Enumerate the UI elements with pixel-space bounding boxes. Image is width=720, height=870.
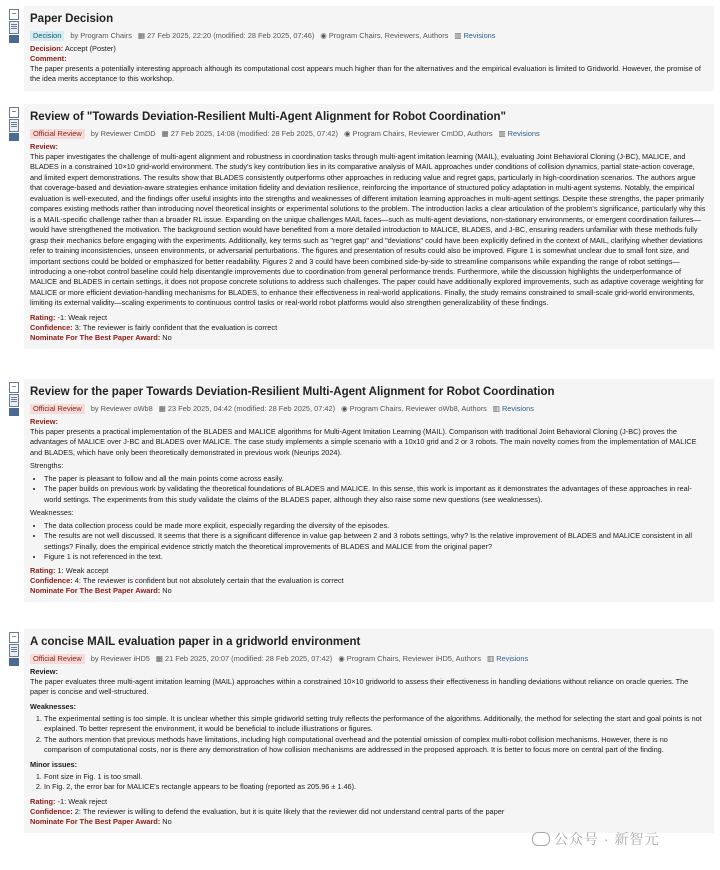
review-badge: Official Review	[30, 654, 85, 664]
note-meta	[30, 30, 706, 41]
revisions-link[interactable]: ▥ Revisions	[498, 129, 540, 138]
rating-field: Rating: 1: Weak accept	[30, 566, 109, 576]
bar-icon	[9, 408, 19, 416]
list-item: 2. The authors mention that previous methods have limitations, including high computational overhead and the potential omission of complex multi-robot collision mechanisms. However, there is no comparison of computational costs, nor is there any demonstration of how collision mechanisms are addressed in the proposed approach. It is better to focus more on central part of the finding.	[44, 735, 706, 756]
weaknesses-list	[30, 521, 706, 563]
revisions-link[interactable]: ▥ Revisions	[487, 654, 529, 663]
note-readers: ◉ Program Chairs, Reviewers, Authors	[320, 31, 449, 40]
note-gutter	[4, 6, 24, 91]
list-item: • The data collection process could be made more explicit, especially regarding the diversity of the episodes.	[44, 521, 706, 531]
note-gutter	[4, 379, 24, 602]
eye-icon: ◉	[341, 404, 348, 413]
review-label: Review:	[30, 667, 58, 676]
document-icon[interactable]	[9, 644, 19, 657]
review-text: This paper investigates the challenge of multi-agent alignment and robustness in coordination tasks through multi-agent imitation learning (MAIL), evaluating Joint Behavioral Cloning (J-BC), MALICE, and BLADES in a constrained 10×10 grid-world environment. The study's key contribution lies in its comparative analysis of MAIL approaches under conditions of collision dynamics, partial state-action coverage, and limited expert demonstrations. The results show that BLADES consistently outperforms other approaches in reducing value and regret gaps, particularly in high-coordination scenarios. The authors argue that coverage-based and deviation-aware strategies enhance imitation fidelity and deviation resilience, reinforcing the importance of structured policy adaptation in multi-agent systems. Notably, the empirical evaluation is well-executed, and the findings offer useful insights into the strengths and weaknesses of different imitation learning approaches in multi-agent settings. Despite these strengths, the paper primarily compares existing methods rather than introducing novel theoretical insights or experimental solutions to the problem. The introduction lacks a clear articulation of the problem's significance, particularly why this is a MAIL-specific challenge rather than a broader RL issue. Expanding on the unique challenges MAIL faces—such as multi-agent deviations, non-stationary environments, or emergent coordination failures—would have strengthened the motivation. The background section would have benefited from a more detailed introduction to MALICE, BLADES, and J-BC, ensuring readers unfamiliar with these methods fully grasp their mechanics before engaging with the experiments. Additionally, key terms such as "regret gap" and "deviations" could have been explicitly defined in the context of MAIL, clarifying whether deviations refer to training inconsistencies, unseen environments, or adversarial perturbations. The figures and presentation of results could also be improved. Figure 1 is somewhat unclear due to small font size, and important sections could be bolded or emphasized for better readability. Figures 2 and 3 could have been combined side-by-side to streamline comparisons while expanding the range of robot settings—introducing a one-robot control baseline could help disentangle improvements due to coordination from general performance trends. Furthermore, while the discussion highlights the underperformance of MALICE and BLADES in certain settings, it does not propose concrete solutions to address such challenges. The paper could have additionally explored improvements, such as adaptive coverage weighting for MALICE or more efficient deviation-handling mechanisms for BLADES, to enhance their effectiveness in real-world applications. Finally, the study remains constrained to small-scale grid-world environments, limiting its external validity—scaling experiments to continuous control tasks or real-world robot platforms would also strengthen generalizability of these findings.	[30, 152, 706, 308]
list-item: 2. In Fig. 2, the error bar for MALICE's rectangle appears to be floating (reported as 205.96 ± 1.46).	[44, 782, 706, 792]
review-note-ihd5	[4, 629, 714, 833]
rating-field: Rating: -1: Weak reject	[30, 796, 108, 806]
note-date: ▦ 21 Feb 2025, 20:07 (modified: 28 Feb 2025, 07:42)	[155, 654, 333, 663]
note-meta	[30, 653, 706, 664]
weaknesses-list	[30, 714, 706, 756]
note-gutter	[4, 629, 24, 833]
review-card	[24, 379, 714, 602]
review-badge: Official Review	[30, 129, 85, 139]
note-author: by Program Chairs	[70, 31, 132, 40]
review-text: This paper presents a practical implementation of the BLADES and MALICE algorithms for Multi-Agent Imitation Learning (MAIL). Comparison with traditional Joint Behavioral Cloning (J-BC) proves the advantages of MALICE over J-BC and BLADES over MALICE. The case study implements a simple scenario with a 10x10 grid and 2 or 3 robots. The main novelty comes from the implementation of MALICE and BLADES, which have only been theoretically demonstrated in previous work (Neurips 2024).	[30, 427, 697, 457]
confidence-field: Confidence: 2: The reviewer is willing to defend the evaluation, but it is quite likely that the reviewer did not understand central parts of the paper	[30, 806, 505, 816]
list-item: 1. The experimental setting is too simple. It is unclear whether this simple gridworld setting truly reflects the performance of the algorithms. Additionally, the method for selecting the start and goal points is not explained. To better represent the environment, it would be beneficial to include illustrations or figures.	[44, 714, 706, 735]
strengths-list	[30, 474, 706, 505]
collapse-icon[interactable]: −	[9, 632, 19, 643]
review-note-cmdd	[4, 104, 714, 349]
calendar-icon: ▦	[155, 654, 163, 663]
rating-field: Rating: -1: Weak reject	[30, 312, 108, 322]
nominate-field: Nominate For The Best Paper Award: No	[30, 586, 172, 596]
wechat-icon	[532, 832, 550, 846]
note-title: Paper Decision	[30, 13, 114, 25]
eye-icon: ◉	[320, 31, 327, 40]
note-date: ▦ 23 Feb 2025, 04:42 (modified: 28 Feb 2025, 07:42)	[158, 404, 336, 413]
calendar-icon: ▦	[161, 129, 169, 138]
comment-label: Comment:	[30, 54, 67, 63]
revisions-link[interactable]: ▥ Revisions	[454, 31, 496, 40]
review-card	[24, 104, 714, 349]
revisions-icon: ▥	[492, 404, 500, 413]
review-card	[24, 629, 714, 833]
review-badge: Official Review	[30, 404, 85, 414]
note-meta	[30, 403, 706, 414]
note-date: ▦ 27 Feb 2025, 14:08 (modified: 28 Feb 2025, 07:42)	[161, 129, 338, 138]
comment-text: The paper presents a potentially interesting approach although its computational cost appears much higher than for the alternatives and the empirical evaluation is limited to Gridworld. However, the promise of the idea merits acceptance to this workshop.	[30, 64, 701, 84]
weaknesses-heading: Weaknesses:	[30, 508, 74, 518]
list-item: • Figure 1 is not referenced in the text.	[44, 552, 706, 562]
document-icon[interactable]	[9, 21, 19, 34]
calendar-icon: ▦	[158, 404, 166, 413]
document-icon[interactable]	[9, 119, 19, 132]
decision-badge: Decision	[30, 31, 64, 41]
calendar-icon: ▦	[137, 31, 146, 40]
review-text: The paper evaluates three multi-agent imitation learning (MAIL) approaches within a constrained 10×10 gridworld to assess their effectiveness in handling deviations without reliance on oracle queries. The paper is concise and well-structured.	[30, 677, 689, 697]
watermark: 公众号 · 新智元	[532, 829, 659, 849]
decision-field: Decision: Accept (Poster)	[30, 44, 116, 53]
document-icon[interactable]	[9, 394, 19, 407]
revisions-icon: ▥	[498, 129, 506, 138]
nominate-field: Nominate For The Best Paper Award: No	[30, 816, 172, 826]
revisions-link[interactable]: ▥ Revisions	[492, 404, 534, 413]
note-author: by Reviewer iHD5	[90, 654, 150, 663]
collapse-icon[interactable]: −	[9, 107, 19, 118]
revisions-icon: ▥	[454, 31, 462, 40]
decision-note	[4, 6, 714, 91]
bar-icon	[9, 133, 19, 141]
confidence-field: Confidence: 3: The reviewer is fairly confident that the evaluation is correct	[30, 322, 278, 332]
nominate-field: Nominate For The Best Paper Award: No	[30, 332, 172, 342]
note-title: A concise MAIL evaluation paper in a gridworld environment	[30, 636, 361, 648]
review-label: Review:	[30, 417, 58, 426]
note-readers: ◉ Program Chairs, Reviewer CmDD, Authors	[343, 129, 493, 138]
strengths-heading: Strengths:	[30, 461, 64, 471]
weaknesses-heading: Weaknesses:	[30, 701, 77, 711]
note-readers: ◉ Program Chairs, Reviewer oWb8, Authors	[341, 404, 487, 413]
bar-icon	[9, 35, 19, 43]
list-item: • The paper builds on previous work by validating the theoretical foundations of BLADES and MALICE. In this sense, this work is important as it demonstrates the advantages of these approaches in real-world settings. The experiments from this study validate the claims of the BLADES paper, although they also raise some new questions (see weaknesses).	[44, 484, 706, 505]
note-date: ▦ 27 Feb 2025, 22:20 (modified: 28 Feb 2025, 07:46)	[137, 31, 315, 40]
bar-icon	[9, 658, 19, 666]
minor-issues-heading: Minor issues:	[30, 759, 78, 769]
note-meta	[30, 128, 706, 139]
note-title: Review of "Towards Deviation-Resilient Multi-Agent Alignment for Robot Coordination"	[30, 111, 507, 123]
eye-icon: ◉	[343, 129, 351, 138]
note-author: by Reviewer oWb8	[90, 404, 153, 413]
note-title: Review for the paper Towards Deviation-Resilient Multi-Agent Alignment for Robot Coordination	[30, 386, 555, 398]
note-readers: ◉ Program Chairs, Reviewer iHD5, Authors	[338, 654, 482, 663]
list-item: 1. Font size in Fig. 1 is too small.	[44, 772, 706, 782]
list-item: • The paper is pleasant to follow and all the main points come across easily.	[44, 474, 706, 484]
note-author: by Reviewer CmDD	[90, 129, 156, 138]
list-item: • The results are not well discussed. It seems that there is a significant difference in value gap between 2 and 3 robots settings, why? Is the relative improvement of BLADES and MALICE consistent in all settings? Finally, does the empirical evidence strictly match the theoretical improvements of BLADES and MALICE from the original paper?	[44, 531, 706, 552]
note-gutter	[4, 104, 24, 349]
eye-icon: ◉	[338, 654, 345, 663]
decision-card	[24, 6, 714, 91]
collapse-icon[interactable]: −	[9, 9, 19, 20]
minor-issues-list	[30, 772, 706, 793]
confidence-field: Confidence: 4: The reviewer is confident but not absolutely certain that the evaluation is correct	[30, 576, 344, 586]
review-note-owb8	[4, 379, 714, 602]
revisions-icon: ▥	[487, 654, 495, 663]
collapse-icon[interactable]: −	[9, 382, 19, 393]
review-label: Review:	[30, 142, 58, 151]
